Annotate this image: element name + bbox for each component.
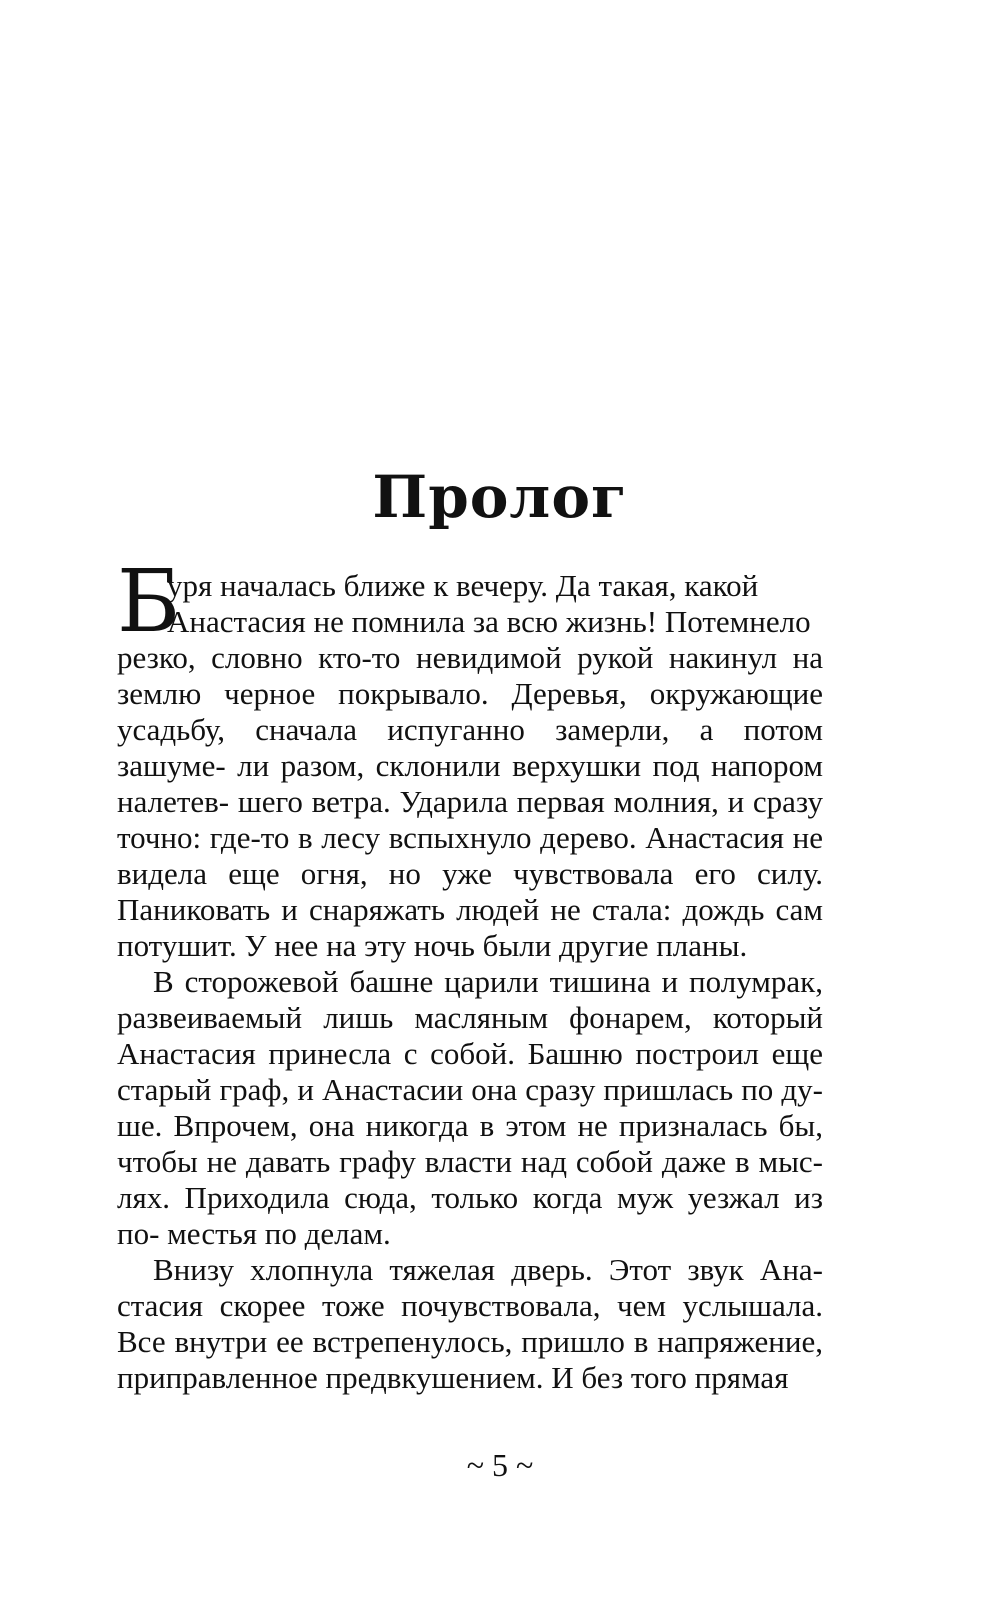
drop-cap-letter: Б	[117, 552, 181, 652]
paragraph-1-line-2: Анастасия не помнила за всю жизнь! Потемнело	[167, 604, 811, 639]
paragraph-1	[117, 552, 824, 964]
paragraph-1-line-5: усадьбу, сначала испуганно замерли, а потом зашуме-	[117, 712, 823, 783]
paragraph-1-line-9: еще огня, но уже чувствовала его силу. Паниковать и	[117, 856, 823, 927]
line-text: уря началась ближе к вечеру. Да такая, какой	[167, 568, 759, 603]
paragraph-2-line-2: развеиваемый лишь масляным фонарем, который	[117, 1000, 823, 1035]
paragraph-2-line-7: лях. Приходила сюда, только когда муж уезжал из по-	[117, 1180, 823, 1251]
paragraph-2-line-8: местья по делам.	[167, 1216, 391, 1251]
paragraph-2-line-1: В сторожевой башне царили тишина и полумрак,	[153, 964, 823, 999]
paragraph-1-line-11: на эту ночь были другие планы.	[326, 928, 748, 963]
paragraph-1-line-6: ли разом, склонили верхушки под напором налетев-	[117, 748, 824, 819]
paragraph-2-line-6: чтобы не давать графу власти над собой даже в мыс-	[117, 1144, 823, 1179]
paragraph-1-line-3: резко, словно кто-то невидимой рукой накинул на	[117, 640, 823, 675]
paragraph-2	[117, 964, 823, 1252]
paragraph-2-line-5: ше. Впрочем, она никогда в этом не призналась бы,	[117, 1108, 823, 1143]
page-number: ~ 5 ~	[466, 1447, 534, 1483]
paragraph-3-line-1: Внизу хлопнула тяжелая дверь. Этот звук Ана-	[153, 1252, 823, 1287]
paragraph-2-line-3: Анастасия принесла с собой. Башню построил еще	[117, 1036, 823, 1071]
paragraph-1-line-7: шего ветра. Ударила первая молния, и сразу точно:	[117, 784, 823, 855]
paragraph-3-line-4: приправленное предвкушением. И без того прямая	[117, 1360, 789, 1395]
chapter-title: Пролог	[372, 463, 628, 531]
paragraph-1-line-10: снаряжать людей не стала: дождь сам потушит. У нее	[117, 892, 824, 963]
paragraph-3-line-2: стасия скорее тоже почувствовала, чем услышала.	[117, 1288, 823, 1323]
paragraph-3	[117, 1252, 823, 1396]
paragraph-1-line-4: землю черное покрывало. Деревья, окружающие	[117, 676, 823, 711]
body-text	[117, 552, 824, 1396]
paragraph-3-line-3: Все внутри ее встрепенулось, пришло в напряжение,	[117, 1324, 823, 1359]
paragraph-1-line-8: где-то в лесу вспыхнуло дерево. Анастасия не видела	[117, 820, 823, 891]
paragraph-2-line-4: старый граф, и Анастасии она сразу пришлась по ду-	[117, 1072, 823, 1107]
